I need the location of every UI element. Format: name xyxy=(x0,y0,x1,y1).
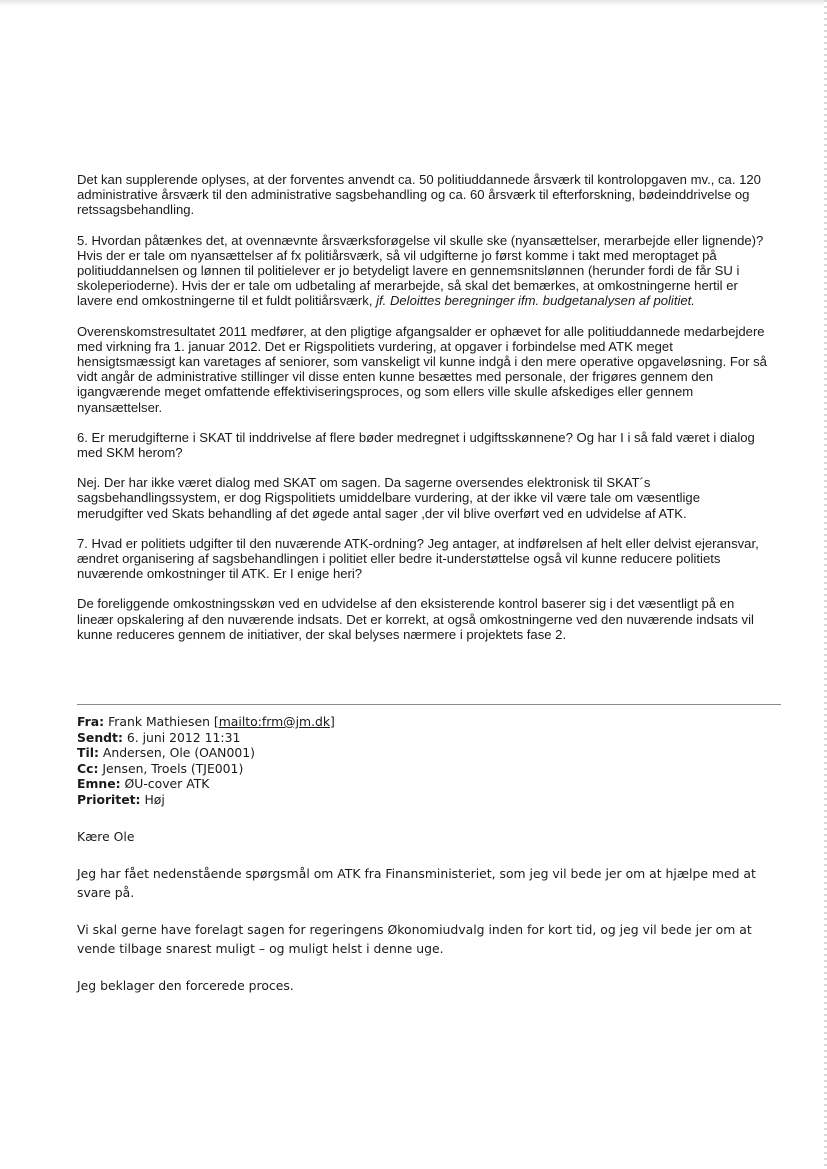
email-from-line xyxy=(77,714,767,730)
email-subject-line xyxy=(77,776,767,792)
cc-value: Jensen, Troels (TJE001) xyxy=(102,760,244,776)
paragraph-answer-5: Overenskomstresultatet 2011 medfører, at den pligtige afgangsalder er ophævet for alle politiuddannede medarbejdere med virkning fra 1. januar 2012. Det er Rigspolitiets vurdering, at opgaver i forbindelse med ATK meget hensigtsmæssigt kan varetages af seniorer, som vanskeligt vil kunne indgå i den mere operative opgaveløsning. For så vidt angår de administrative stillinger vil disse enten kunne besættes med personale, der frigøres gennem den igangværende meget omfattende effektiviseringsproces, og som ellers ville skulle afskediges eller gennem nyansættelser. xyxy=(77,323,767,415)
email-greeting: Kære Ole xyxy=(77,828,135,844)
email-message xyxy=(77,714,767,995)
to-label: Til: xyxy=(77,745,99,761)
paragraph-question-5 xyxy=(77,233,767,309)
email-body-paragraph-2: Vi skal gerne have forelagt sagen for regeringens Økonomiudvalg inden for kort tid, og jeg vil bede jer om at vende tilbage snarest muligt – og muligt helst i denne uge. xyxy=(77,921,752,956)
from-label: Fra: xyxy=(77,714,105,729)
from-mailto-link[interactable]: [mailto:frm@jm.dk] xyxy=(213,714,335,729)
paragraph-answer-7: De foreliggende omkostningsskøn ved en udvidelse af den eksisterende kontrol baserer sig i det væsentligt på en lineær opskalering af den nuværende indsats. Det er korrekt, at også omkostningerne ved den nuværende indsats vil kunne reduceres gennem de initiativer, der skal belyses nærmere i projektets fase 2. xyxy=(77,596,754,642)
priority-value: Høj xyxy=(144,791,165,807)
paragraph-question-6: 6. Er merudgifterne i SKAT til inddrivelse af flere bøder medregnet i udgiftsskønnene? Og har I i så fald været i dialog med SKM herom? xyxy=(77,429,755,461)
paragraph-answer-6: Nej. Der har ikke været dialog med SKAT om sagen. Da sagerne oversendes elektronisk til SKAT´s sagsbehandlingssystem, er dog Rigspolitiets umiddelbare vurdering, at der ikke vil være tale om væsentlige merudgifter ved Skats behandling af det øgede antal sager ,der vil blive overført ved en udvidelse af ATK. xyxy=(77,475,700,521)
email-cc-line xyxy=(77,761,767,777)
cc-label: Cc: xyxy=(77,760,99,776)
to-value: Andersen, Ole (OAN001) xyxy=(102,745,255,761)
email-body xyxy=(77,827,767,995)
question-5-reference: jf. Deloittes beregninger ifm. budgetanalysen af politiet. xyxy=(376,293,695,309)
letter-body xyxy=(77,172,767,657)
subject-label: Emne: xyxy=(77,776,121,792)
email-body-paragraph-3: Jeg beklager den forcerede proces. xyxy=(77,977,294,993)
question-5-text: 5. Hvordan påtænkes det, at ovennævnte årsværksforøgelse vil skulle ske (nyansættelser, merarbejde eller lignende)? Hvis der er tale om nyansættelser af fx politiårsværk, så vil udgifterne jo først komme i takt med meroptaget på politiuddannelsen og lønnen til politielever er jo betydeligt lavere en gennemsnitslønnen (herunder fordi de får SU i skoleperioderne). Hvis der er tale om udbetaling af merarbejde, så skal det bemærkes, at omkostningerne hertil er lavere end omkostningerne til et fuldt politiårsværk, xyxy=(77,232,764,309)
paragraph-question-7: 7. Hvad er politiets udgifter til den nuværende ATK-ordning? Jeg antager, at indførelsen af helt eller delvist ejeransvar, ændret organisering af sagsbehandlingen i politiet eller bedre it-understøttelse også vil kunne reducere politiets nuværende omkostninger til ATK. Er I enige heri? xyxy=(77,535,759,582)
email-priority-line xyxy=(77,792,767,808)
email-divider xyxy=(77,704,781,705)
sent-label: Sendt: xyxy=(77,729,123,745)
from-value: Frank Mathiesen xyxy=(108,714,214,729)
scan-edge-top xyxy=(0,0,827,6)
paragraph-supplementary: Det kan supplerende oplyses, at der forventes anvendt ca. 50 politiuddannede årsværk til kontrolopgaven mv., ca. 120 administrative årsværk til den administrative sagsbehandling og ca. 60 årsværk til efterforskning, bødeinddrivelse og retssagsbehandling. xyxy=(77,172,761,218)
priority-label: Prioritet: xyxy=(77,791,141,807)
email-body-paragraph-1: Jeg har fået nedenstående spørgsmål om ATK fra Finansministeriet, som jeg vil bede jer om at hjælpe med at svare på. xyxy=(77,865,756,900)
email-header xyxy=(77,714,767,808)
subject-value: ØU-cover ATK xyxy=(124,776,210,792)
email-sent-line xyxy=(77,730,767,746)
sent-value: 6. juni 2012 11:31 xyxy=(126,729,241,745)
email-to-line xyxy=(77,745,767,761)
